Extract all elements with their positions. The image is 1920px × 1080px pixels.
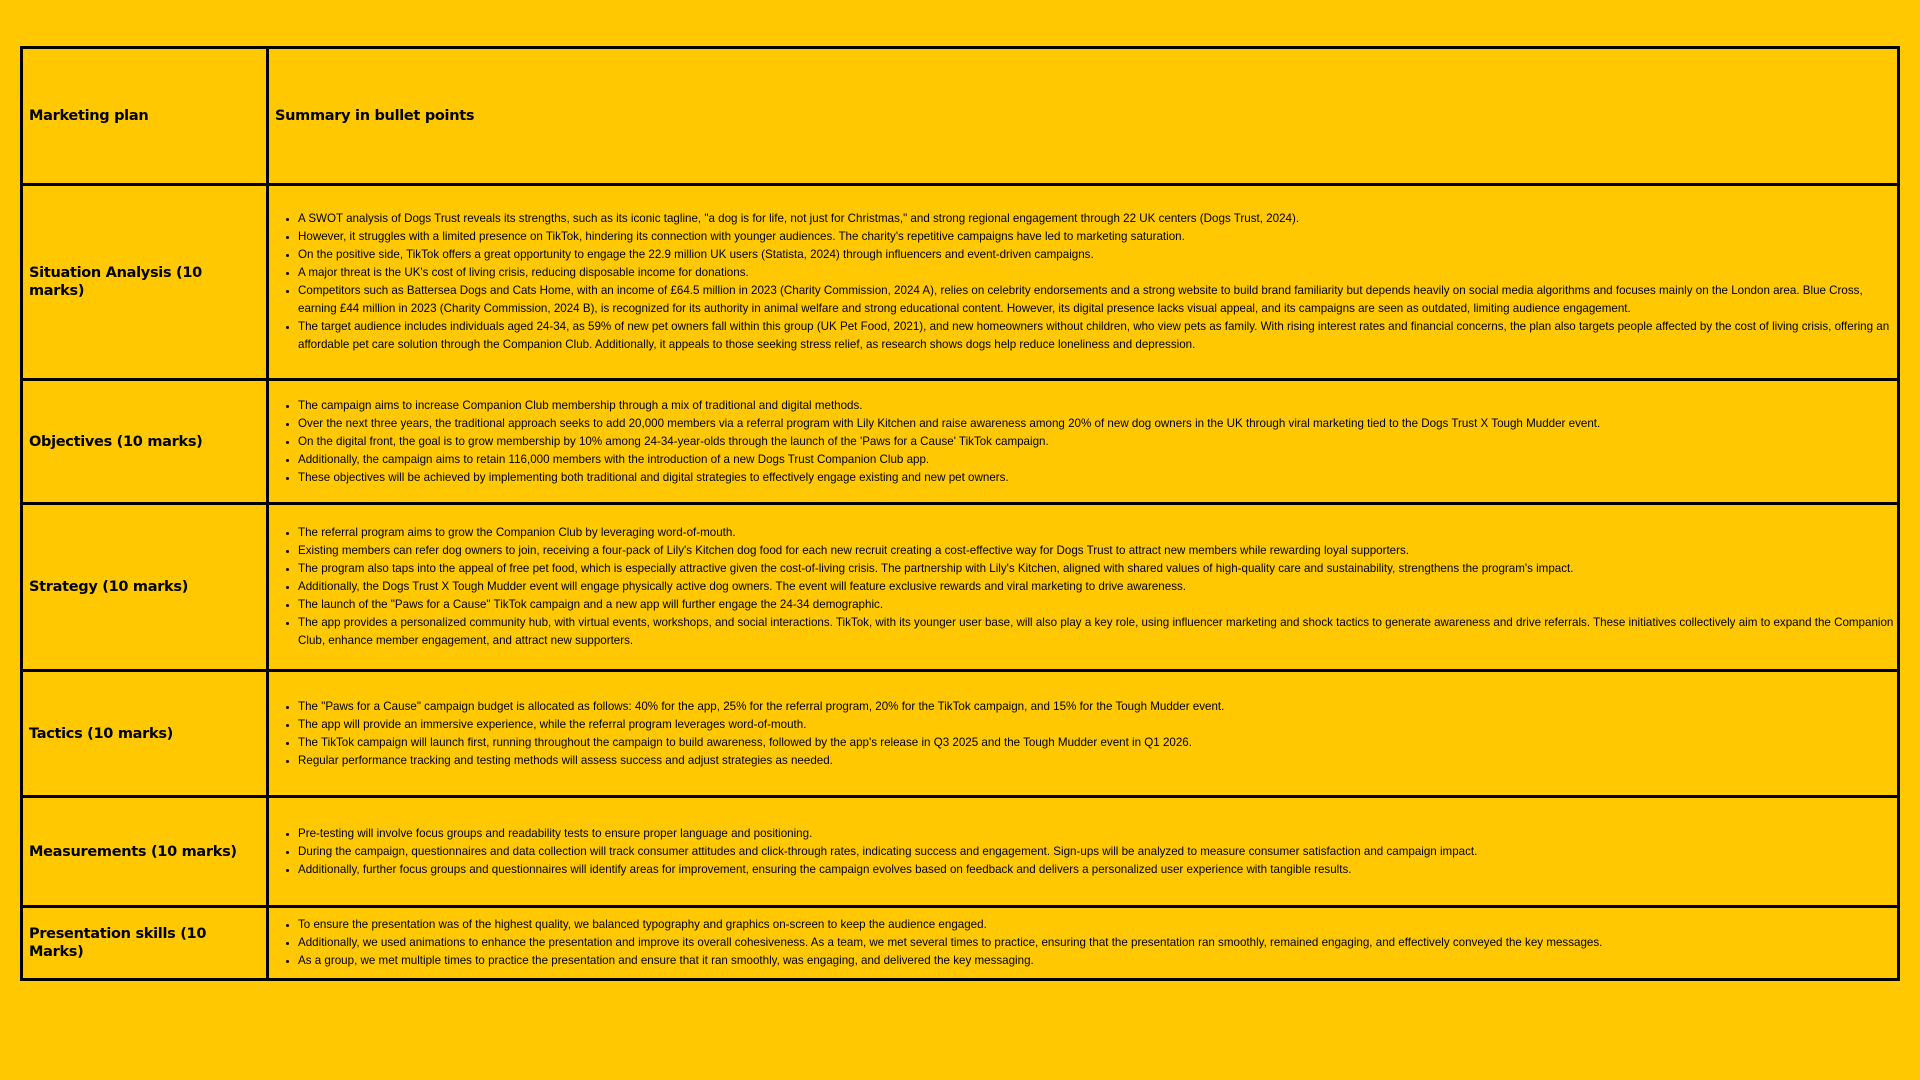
row-label: Measurements (10 marks) (29, 843, 237, 860)
marketing-plan-table (20, 46, 1900, 981)
bullet-item: • Existing members can refer dog owners to join, receiving a four-pack of Lily's Kitchen dog food for each new recruit creating a cost-effective way for Dogs Trust to attract new members while rewarding loyal supporters. (298, 542, 1897, 560)
row-label-cell (22, 797, 268, 907)
table-row-tactics (22, 671, 1899, 797)
row-bullets-cell (268, 907, 1899, 980)
row-bullets-cell (268, 797, 1899, 907)
header-label: Marketing plan (29, 108, 149, 124)
row-label-cell (22, 185, 268, 380)
row-bullets-cell (268, 185, 1899, 380)
row-bullets-cell (268, 671, 1899, 797)
bullet-list (275, 825, 1897, 879)
bullet-item: • However, it struggles with a limited presence on TikTok, hindering its connection with younger audiences. The charity's repetitive campaigns have led to marketing saturation. (298, 228, 1897, 246)
bullet-item: • As a group, we met multiple times to practice the presentation and ensure that it ran smoothly, was engaging, and delivered the key messaging. (298, 952, 1897, 970)
row-label: Objectives (10 marks) (29, 433, 203, 450)
bullet-item: • Additionally, the campaign aims to retain 116,000 members with the introduction of a new Dogs Trust Companion Club app. (298, 451, 1897, 469)
row-label: Tactics (10 marks) (29, 725, 173, 742)
row-bullets-cell (268, 380, 1899, 504)
bullet-item: • Additionally, we used animations to enhance the presentation and improve its overall cohesiveness. As a team, we met several times to practice, ensuring that the presentation ran smoothly, remained engaging, and effectively conveyed the key messages. (298, 934, 1897, 952)
bullet-list (275, 698, 1897, 770)
bullet-item: • The campaign aims to increase Companion Club membership through a mix of traditional and digital methods. (298, 397, 1897, 415)
header-label-cell (22, 48, 268, 185)
bullet-item: • Regular performance tracking and testing methods will assess success and adjust strategies as needed. (298, 752, 1897, 770)
bullet-item: • Competitors such as Battersea Dogs and Cats Home, with an income of £64.5 million in 2023 (Charity Commission, 2024 A), relies on celebrity endorsements and a strong website to build brand familiarity but depends heavily on social media algorithms and focuses mainly on the London area. Blue Cross, earning £44 million in 2023 (Charity Commission, 2024 B), is recognized for its authority in animal welfare and strong educational content. However, its digital presence lacks visual appeal, and its campaigns are seen as outdated, limiting audience engagement. (298, 282, 1897, 318)
bullet-item: • A major threat is the UK's cost of living crisis, reducing disposable income for donations. (298, 264, 1897, 282)
bullet-item: • Pre-testing will involve focus groups and readability tests to ensure proper language and positioning. (298, 825, 1897, 843)
bullet-item: • The launch of the "Paws for a Cause" TikTok campaign and a new app will further engage the 24-34 demographic. (298, 596, 1897, 614)
bullet-list (275, 210, 1897, 354)
row-label-cell (22, 907, 268, 980)
bullet-list (275, 397, 1897, 487)
bullet-item: • Over the next three years, the traditional approach seeks to add 20,000 members via a referral program with Lily Kitchen and raise awareness among 20% of new dog owners in the UK through viral marketing tied to the Dogs Trust X Tough Mudder event. (298, 415, 1897, 433)
bullet-item: • During the campaign, questionnaires and data collection will track consumer attitudes and click-through rates, indicating success and engagement. Sign-ups will be analyzed to measure consumer satisfaction and campaign impact. (298, 843, 1897, 861)
bullet-list (275, 916, 1897, 970)
row-label: Situation Analysis (10 marks) (29, 265, 202, 299)
bullet-item: • Additionally, further focus groups and questionnaires will identify areas for improvement, ensuring the campaign evolves based on feedback and delivers a personalized user experience with tangible results. (298, 861, 1897, 879)
row-label-cell (22, 504, 268, 671)
bullet-item: • The program also taps into the appeal of free pet food, which is especially attractive given the cost-of-living crisis. The partnership with Lily's Kitchen, aligned with shared values of high-quality care and sustainability, strengthens the program's impact. (298, 560, 1897, 578)
row-bullets-cell (268, 504, 1899, 671)
bullet-item: • Additionally, the Dogs Trust X Tough Mudder event will engage physically active dog owners. The event will feature exclusive rewards and viral marketing to drive awareness. (298, 578, 1897, 596)
bullet-item: • The referral program aims to grow the Companion Club by leveraging word-of-mouth. (298, 524, 1897, 542)
row-label: Presentation skills (10 Marks) (29, 926, 207, 960)
bullet-item: • The "Paws for a Cause" campaign budget is allocated as follows: 40% for the app, 25% for the referral program, 20% for the TikTok campaign, and 15% for the Tough Mudder event. (298, 698, 1897, 716)
bullet-item: • The TikTok campaign will launch first, running throughout the campaign to build awareness, followed by the app's release in Q3 2025 and the Tough Mudder event in Q1 2026. (298, 734, 1897, 752)
row-label-cell (22, 380, 268, 504)
table-row-measurements (22, 797, 1899, 907)
bullet-item: • On the digital front, the goal is to grow membership by 10% among 24-34-year-olds through the launch of the 'Paws for a Cause' TikTok campaign. (298, 433, 1897, 451)
bullet-item: • The app will provide an immersive experience, while the referral program leverages word-of-mouth. (298, 716, 1897, 734)
table-row-situation-analysis (22, 185, 1899, 380)
table-row-strategy (22, 504, 1899, 671)
bullet-item: • On the positive side, TikTok offers a great opportunity to engage the 22.9 million UK users (Statista, 2024) through influencers and event-driven campaigns. (298, 246, 1897, 264)
bullet-item: • The app provides a personalized community hub, with virtual events, workshops, and social interactions. TikTok, with its younger user base, will also play a key role, using influencer marketing and shock tactics to generate awareness and drive referrals. These initiatives collectively aim to expand the Companion Club, enhance member engagement, and attract new supporters. (298, 614, 1897, 650)
bullet-item: • These objectives will be achieved by implementing both traditional and digital strategies to effectively engage existing and new pet owners. (298, 469, 1897, 487)
table-header-row (22, 48, 1899, 185)
table-row-presentation-skills (22, 907, 1899, 980)
header-summary: Summary in bullet points (275, 108, 475, 124)
bullet-item: • The target audience includes individuals aged 24-34, as 59% of new pet owners fall within this group (UK Pet Food, 2021), and new homeowners without children, who view pets as family. With rising interest rates and financial concerns, the plan also targets people affected by the cost of living crisis, offering an affordable pet care solution through the Companion Club. Additionally, it appeals to those seeking stress relief, as research shows dogs help reduce loneliness and depression. (298, 318, 1897, 354)
bullet-list (275, 524, 1897, 650)
table-row-objectives (22, 380, 1899, 504)
header-summary-cell (268, 48, 1899, 185)
row-label: Strategy (10 marks) (29, 579, 189, 595)
row-label-cell (22, 671, 268, 797)
bullet-item: • A SWOT analysis of Dogs Trust reveals its strengths, such as its iconic tagline, "a dog is for life, not just for Christmas," and strong regional engagement through 22 UK centers (Dogs Trust, 2024). (298, 210, 1897, 228)
bullet-item: • To ensure the presentation was of the highest quality, we balanced typography and graphics on-screen to keep the audience engaged. (298, 916, 1897, 934)
